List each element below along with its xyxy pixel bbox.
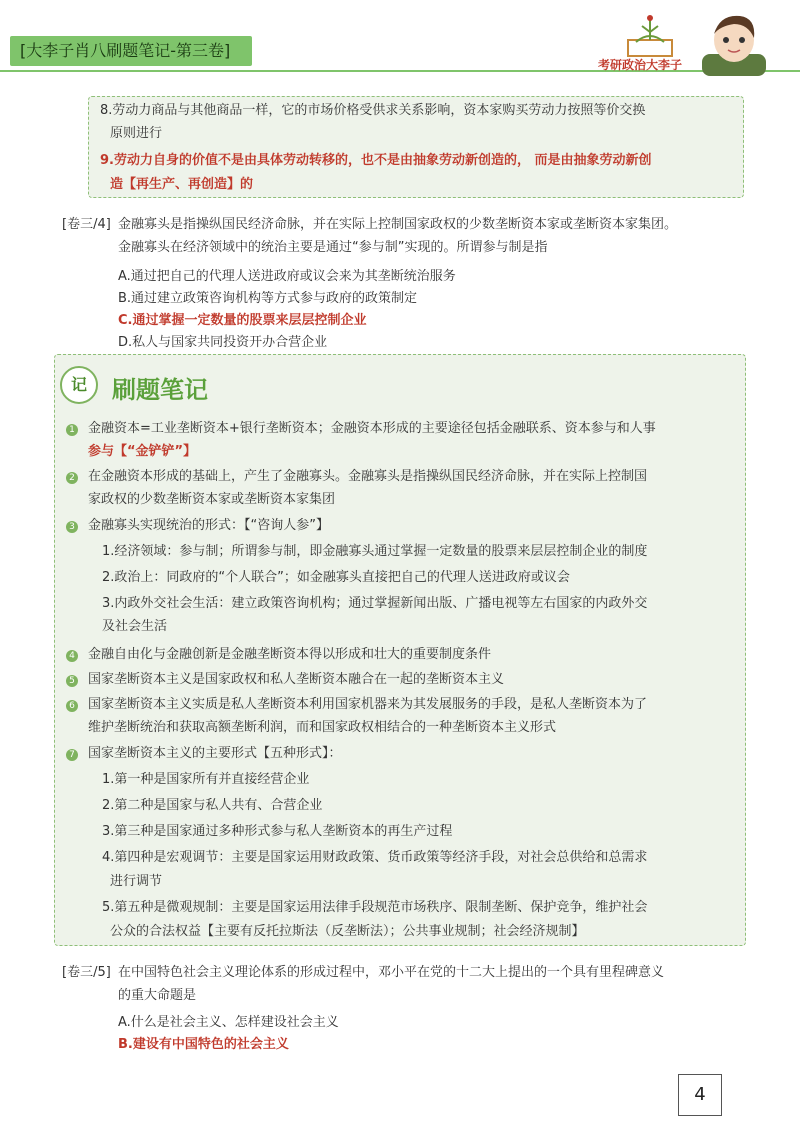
question-stem: 在中国特色社会主义理论体系的形成过程中，邓小平在党的十二大上提出的一个具有里程碑意义 [118,965,665,980]
note-3-3: 3.内政外交社会生活：建立政策咨询机构；通过掌握新闻出版、广播电视等左右国家的内政外交 [102,596,648,611]
bullet-7: 7 [66,749,78,761]
note-5: 国家垄断资本主义是国家政权和私人垄断资本融合在一起的垄断资本主义 [88,672,505,687]
box-item-8: 8.劳动力商品与其他商品一样，它的市场价格受供求关系影响，资本家购买劳动力按照等价交换 [100,103,646,118]
note-6-cont: 维护垄断统治和获取高额垄断利润，而和国家政权相结合的一种垄断资本主义形式 [88,720,557,735]
note-7-5: 5.第五种是微观规制：主要是国家运用法律手段规范市场秩序、限制垄断、保护竞争，维护社会 [102,900,648,915]
note-6: 国家垄断资本主义实质是私人垄断资本利用国家机器来为其发展服务的手段，是私人垄断资本为了 [88,697,648,712]
note-7-2: 2.第二种是国家与私人共有、合营企业 [102,798,323,813]
bullet-1: 1 [66,424,78,436]
note-7-5-cont: 公众的合法权益【主要有反托拉斯法（反垄断法）；公共事业规制；社会经济规制】 [110,924,585,939]
note-7: 国家垄断资本主义的主要形式【五种形式】： [88,746,342,761]
bullet-6: 6 [66,700,78,712]
box-item-9: 9.劳动力自身的价值不是由具体劳动转移的，也不是由抽象劳动新创造的， 而是由抽象劳动新创 [100,153,652,168]
box-item-9-cont: 造【再生产、再创造】的 [110,177,254,192]
note-7-1: 1.第一种是国家所有并直接经营企业 [102,772,310,787]
note-3-1: 1.经济领域：参与制；所谓参与制，即金融寡头通过掌握一定数量的股票来层层控制企业的制度 [102,544,648,559]
option-b-answer: B.建设有中国特色的社会主义 [118,1037,289,1052]
question-stem-cont: 金融寡头在经济领域中的统治主要是通过“参与制”实现的。所谓参与制是指 [118,240,548,255]
logo-text: 考研政治大李子 [598,58,683,72]
note-2: 在金融资本形成的基础上，产生了金融寡头。金融寡头是指操纵国民经济命脉，并在实际上控制国 [88,469,648,484]
note-1-cont: 参与【“金铲铲”】 [88,444,197,459]
notes-heading: 刷题笔记 [112,376,208,404]
bullet-3: 3 [66,521,78,533]
bullet-5: 5 [66,675,78,687]
note-7-4: 4.第四种是宏观调节：主要是国家运用财政政策、货币政策等经济手段，对社会总供给和总需求 [102,850,648,865]
notes-badge-icon: 记 [60,366,98,404]
question-tag: [卷三/5] [62,965,111,980]
note-3-2: 2.政治上：同政府的“个人联合”；如金融寡头直接把自己的代理人送进政府或议会 [102,570,570,585]
note-3-3-cont: 及社会生活 [102,619,168,634]
option-b: B.通过建立政策咨询机构等方式参与政府的政策制定 [118,291,418,306]
bullet-4: 4 [66,650,78,662]
bullet-2: 2 [66,472,78,484]
box-item-8-cont: 原则进行 [110,126,163,141]
note-4: 金融自由化与金融创新是金融垄断资本得以形成和壮大的重要制度条件 [88,647,492,662]
note-2-cont: 家政权的少数垄断资本家或垄断资本家集团 [88,492,336,507]
logo-icon [620,12,680,60]
question-stem-cont: 的重大命题是 [118,988,197,1003]
note-7-3: 3.第三种是国家通过多种形式参与私人垄断资本的再生产过程 [102,824,453,839]
page-number: 4 [678,1074,722,1116]
option-d: D.私人与国家共同投资开办合营企业 [118,335,328,350]
question-tag: [卷三/4] [62,217,111,232]
note-1: 金融资本=工业垄断资本+银行垄断资本；金融资本形成的主要途径包括金融联系、资本参与和人事 [88,421,656,436]
avatar [700,10,768,76]
option-a: A.通过把自己的代理人送进政府或议会来为其垄断统治服务 [118,269,456,284]
option-c-answer: C.通过掌握一定数量的股票来层层控制企业 [118,313,367,328]
note-7-4-cont: 进行调节 [110,874,163,889]
question-stem: 金融寡头是指操纵国民经济命脉，并在实际上控制国家政权的少数垄断资本家或垄断资本家集团。 [118,217,678,232]
note-3: 金融寡头实现统治的形式：【“咨询人参”】 [88,518,329,533]
page-title: [大李子肖八刷题笔记-第三卷] [10,36,252,66]
option-a: A.什么是社会主义、怎样建设社会主义 [118,1015,339,1030]
